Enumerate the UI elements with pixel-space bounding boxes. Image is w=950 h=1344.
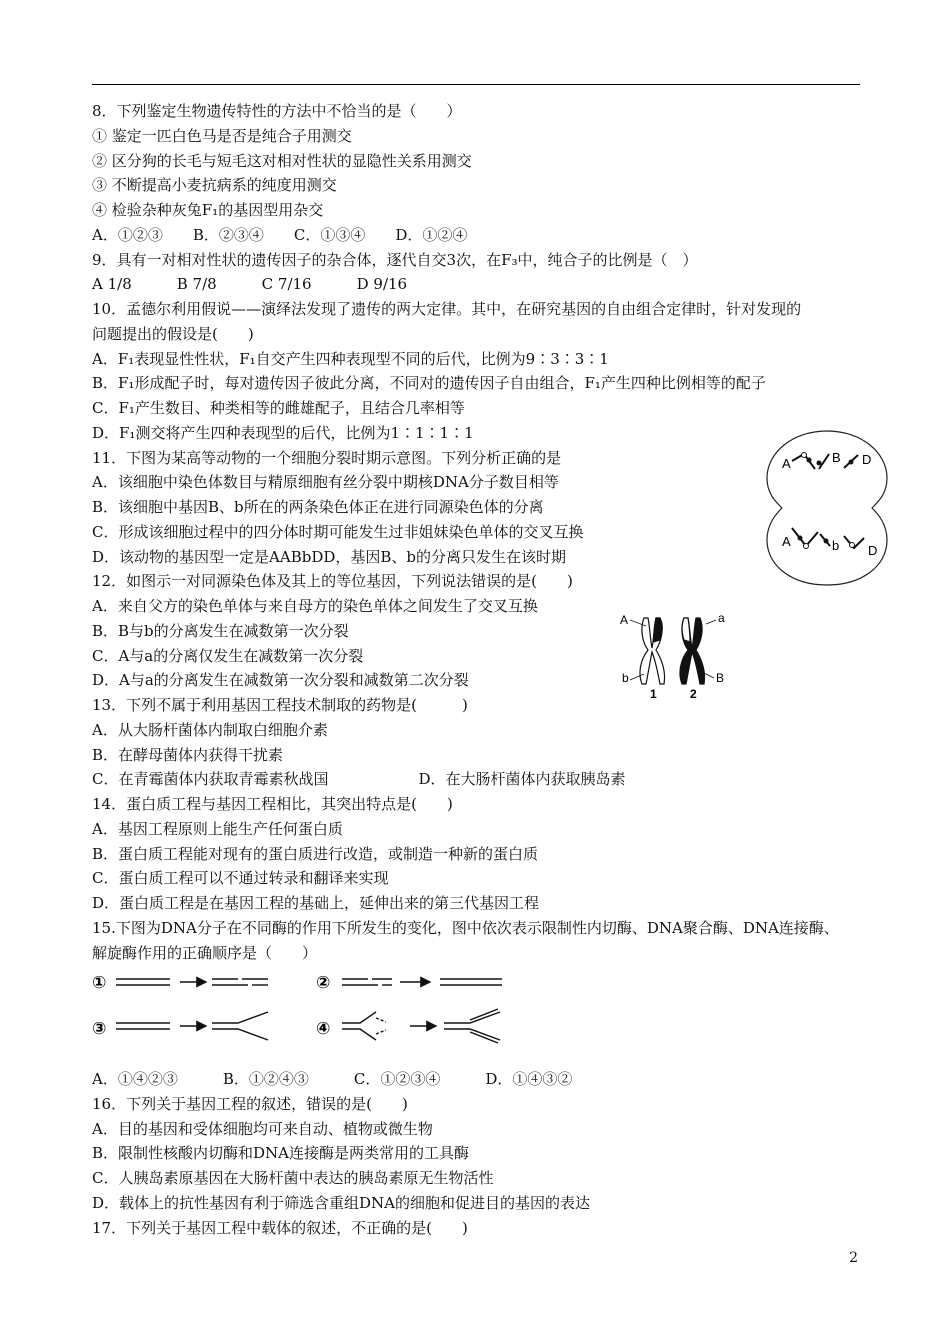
fig11-label-B-top: B — [832, 450, 841, 465]
homologous-chromosomes-figure — [618, 608, 730, 700]
text-line: C．蛋白质工程可以不通过转录和翻译来实现 — [92, 869, 389, 888]
text-line: A 1/8 B 7/8 C 7/16 D 9/16 — [92, 275, 408, 294]
page-number: 2 — [849, 1250, 858, 1266]
text-line: D．该动物的基因型一定是AABbDD，基因B、b的分离只发生在该时期 — [92, 547, 566, 566]
dna-enzyme-figure — [90, 968, 510, 1048]
text-line: B．F₁形成配子时，每对遗传因子彼此分离，不同对的遗传因子自由组合，F₁产生四种比例相等的配子 — [92, 374, 766, 393]
text-line: ① 鉴定一匹白色马是否是纯合子用测交 — [92, 126, 352, 145]
fig12-label-B: B — [716, 671, 725, 685]
fig15-label-4: ④ — [316, 1019, 331, 1039]
text-line: B．蛋白质工程能对现有的蛋白质进行改造，或制造一种新的蛋白质 — [92, 844, 539, 863]
text-line: ④ 检验杂种灰兔F₁的基因型用杂交 — [92, 201, 324, 219]
text-line: C．在青霉菌体内获取青霉素秋战国 D．在大肠杆菌体内获取胰岛素 — [92, 770, 626, 789]
text-line: 16．下列关于基因工程的叙述，错误的是( ) — [92, 1094, 408, 1113]
text-line: 8．下列鉴定生物遗传特性的方法中不恰当的是（ ） — [92, 102, 462, 120]
text-line: 11．下图为某高等动物的一个细胞分裂时期示意图。下列分析正确的是 — [92, 448, 562, 467]
text-line: D．载体上的抗性基因有利于筛选含重组DNA的细胞和促进目的基因的表达 — [92, 1193, 591, 1212]
text-line: D．A与a的分离发生在减数第一次分裂和减数第二次分裂 — [92, 671, 469, 690]
fig12-label-a: a — [718, 611, 725, 625]
text-line: A．①④②③ B．①②④③ C．①②③④ D．①④③② — [92, 1070, 573, 1088]
text-line: 13．下列不属于利用基因工程技术制取的药物是( ) — [92, 696, 468, 714]
fig11-label-A-bottom: A — [782, 534, 791, 549]
text-line: 17．下列关于基因工程中载体的叙述，不正确的是( ) — [92, 1218, 468, 1237]
fig15-label-3: ③ — [92, 1019, 107, 1039]
text-line: C．A与a的分离仅发生在减数第一次分裂 — [92, 646, 364, 665]
text-line: 12．如图示一对同源染色体及其上的等位基因，下列说法错误的是( ) — [92, 572, 573, 591]
text-line: A．基因工程原则上能生产任何蛋白质 — [92, 819, 343, 838]
fig12-label-b: b — [622, 671, 629, 685]
fig12-label-2: 2 — [690, 687, 697, 700]
cell-division-figure — [762, 428, 892, 588]
text-line: A．F₁表现显性性状，F₁自交产生四种表现型不同的后代，比例为9∶3∶3∶1 — [92, 349, 609, 368]
fig11-label-A-top: A — [782, 456, 791, 471]
text-line: C．F₁产生数目、种类相等的雌雄配子，且结合几率相等 — [92, 399, 465, 417]
text-line: A．该细胞中染色体数目与精原细胞有丝分裂中期核DNA分子数目相等 — [92, 473, 559, 492]
text-line: ② 区分狗的长毛与短毛这对相对性状的显隐性关系用测交 — [92, 151, 472, 170]
text-line: 解旋酶作用的正确顺序是（ ） — [92, 943, 318, 962]
fig12-label-A: A — [620, 613, 629, 627]
fig11-label-D-bottom: D — [868, 543, 878, 558]
text-line: D．F₁测交将产生四种表现型的后代，比例为1∶1∶1∶1 — [92, 423, 474, 442]
fig12-label-1: 1 — [650, 687, 657, 700]
text-line: B．B与b的分离发生在减数第一次分裂 — [92, 621, 349, 640]
text-line: A．①②③ B．②③④ C．①③④ D．①②④ — [92, 225, 468, 244]
fig15-label-2: ② — [316, 973, 331, 993]
fig11-label-D-top: D — [862, 452, 872, 467]
header-rule — [92, 84, 860, 85]
text-line: A．目的基因和受体细胞均可来自动、植物或微生物 — [92, 1119, 433, 1138]
text-line: 14．蛋白质工程与基因工程相比，其突出特点是( ) — [92, 795, 453, 813]
text-line: A．从大肠杆菌体内制取白细胞介素 — [92, 720, 328, 739]
text-line: 10．孟德尔利用假说——演绎法发现了遗传的两大定律。其中，在研究基因的自由组合定律时，针对发现的 — [92, 300, 802, 318]
text-line: D．蛋白质工程是在基因工程的基础上，延伸出来的第三代基因工程 — [92, 894, 540, 912]
text-line: A．来自父方的染色单体与来自母方的染色单体之间发生了交叉互换 — [92, 597, 538, 615]
fig11-label-b-bottom: b — [832, 538, 840, 553]
text-line: B．在酵母菌体内获得干扰素 — [92, 745, 284, 764]
text-line: C．人胰岛素原基因在大肠杆菌中表达的胰岛素原无生物活性 — [92, 1169, 494, 1187]
text-line: B．限制性核酸内切酶和DNA连接酶是两类常用的工具酶 — [92, 1144, 470, 1163]
text-line: 15.下图为DNA分子在不同酶的作用下所发生的变化，图中依次表示限制性内切酶、DNA聚合酶、DNA连接酶、 — [92, 918, 839, 937]
text-line: 问题提出的假设是( ) — [92, 324, 254, 343]
text-line: C．形成该细胞过程中的四分体时期可能发生过非姐妹染色单体的交叉互换 — [92, 522, 584, 541]
fig15-label-1: ① — [92, 973, 107, 993]
text-line: B．该细胞中基因B、b所在的两条染色体正在进行同源染色体的分离 — [92, 498, 544, 516]
text-line: ③ 不断提高小麦抗病系的纯度用测交 — [92, 176, 337, 195]
text-line: 9．具有一对相对性状的遗传因子的杂合体，逐代自交3次，在F₃中，纯合子的比例是（ ） — [92, 250, 698, 269]
